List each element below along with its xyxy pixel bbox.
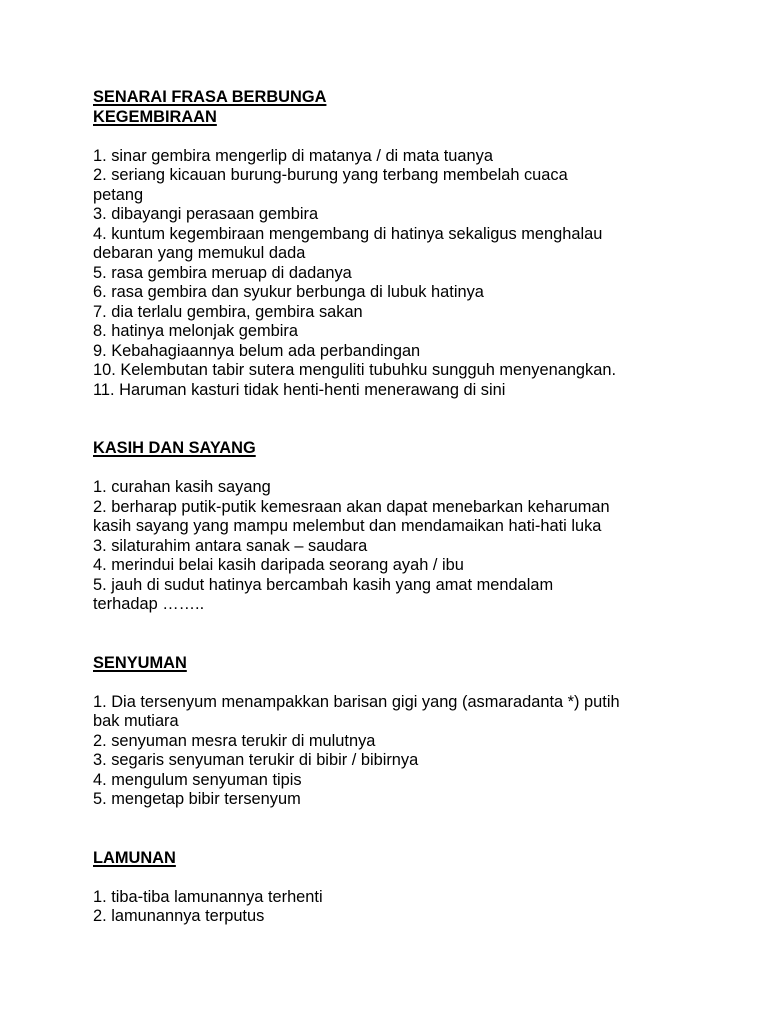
- list-item: 10. Kelembutan tabir sutera menguliti tubuhku sungguh menyenangkan.: [93, 361, 617, 379]
- list-item: 1. Dia tersenyum menampakkan barisan gigi yang (asmaradanta *) putih bak mutiara: [93, 692, 620, 730]
- phrase-list: [93, 888, 743, 927]
- section-title: SENYUMAN: [93, 653, 187, 672]
- list-item: 1. tiba-tiba lamunannya terhenti: [93, 887, 323, 906]
- list-item: 4. mengulum senyuman tipis: [93, 770, 302, 789]
- phrase-list: [93, 478, 743, 615]
- list-item: 8. hatinya melonjak gembira: [93, 322, 298, 340]
- section-kegembiraan: [93, 88, 743, 400]
- list-item: 5. mengetap bibir tersenyum: [93, 790, 301, 808]
- list-item: 3. dibayangi perasaan gembira: [93, 205, 319, 223]
- list-item: 3. segaris senyuman terukir di bibir / bibirnya: [93, 751, 419, 769]
- list-item: 2. lamunannya terputus: [93, 907, 265, 925]
- document-page: [93, 88, 743, 927]
- list-item: 3. silaturahim antara sanak – saudara: [93, 536, 368, 555]
- list-item: 7. dia terlalu gembira, gembira sakan: [93, 302, 363, 321]
- list-item: 5. jauh di sudut hatinya bercambah kasih yang amat mendalam terhadap ……..: [93, 575, 554, 613]
- list-item: 1. sinar gembira mengerlip di matanya / di mata tuanya: [93, 146, 493, 165]
- section-senyuman: [93, 654, 743, 810]
- list-item: 9. Kebahagiaannya belum ada perbandingan: [93, 341, 421, 360]
- phrase-list: [93, 147, 743, 401]
- list-item: 5. rasa gembira meruap di dadanya: [93, 263, 352, 282]
- list-item: 2. berharap putik-putik kemesraan akan dapat menebarkan keharuman kasih sayang yang mampu melembut dan mendamaikan hati-hati luka: [93, 497, 610, 535]
- list-item: 2. senyuman mesra terukir di mulutnya: [93, 731, 376, 750]
- list-item: 4. kuntum kegembiraan mengembang di hatinya sekaligus menghalau debaran yang memukul dada: [93, 224, 603, 262]
- section-title: KASIH DAN SAYANG: [93, 439, 256, 457]
- list-item: 11. Haruman kasturi tidak henti-henti menerawang di sini: [93, 380, 506, 399]
- list-item: 1. curahan kasih sayang: [93, 478, 271, 496]
- list-item: 4. merindui belai kasih daripada seorang ayah / ibu: [93, 556, 464, 574]
- section-kasih-dan-sayang: [93, 439, 743, 615]
- section-title: KEGEMBIRAAN: [93, 107, 217, 126]
- section-title: SENARAI FRASA BERBUNGA: [93, 88, 327, 106]
- list-item: 6. rasa gembira dan syukur berbunga di lubuk hatinya: [93, 283, 484, 301]
- section-lamunan: [93, 849, 743, 927]
- section-title: LAMUNAN: [93, 848, 176, 867]
- phrase-list: [93, 693, 743, 810]
- list-item: 2. seriang kicauan burung-burung yang terbang membelah cuaca petang: [93, 166, 568, 204]
